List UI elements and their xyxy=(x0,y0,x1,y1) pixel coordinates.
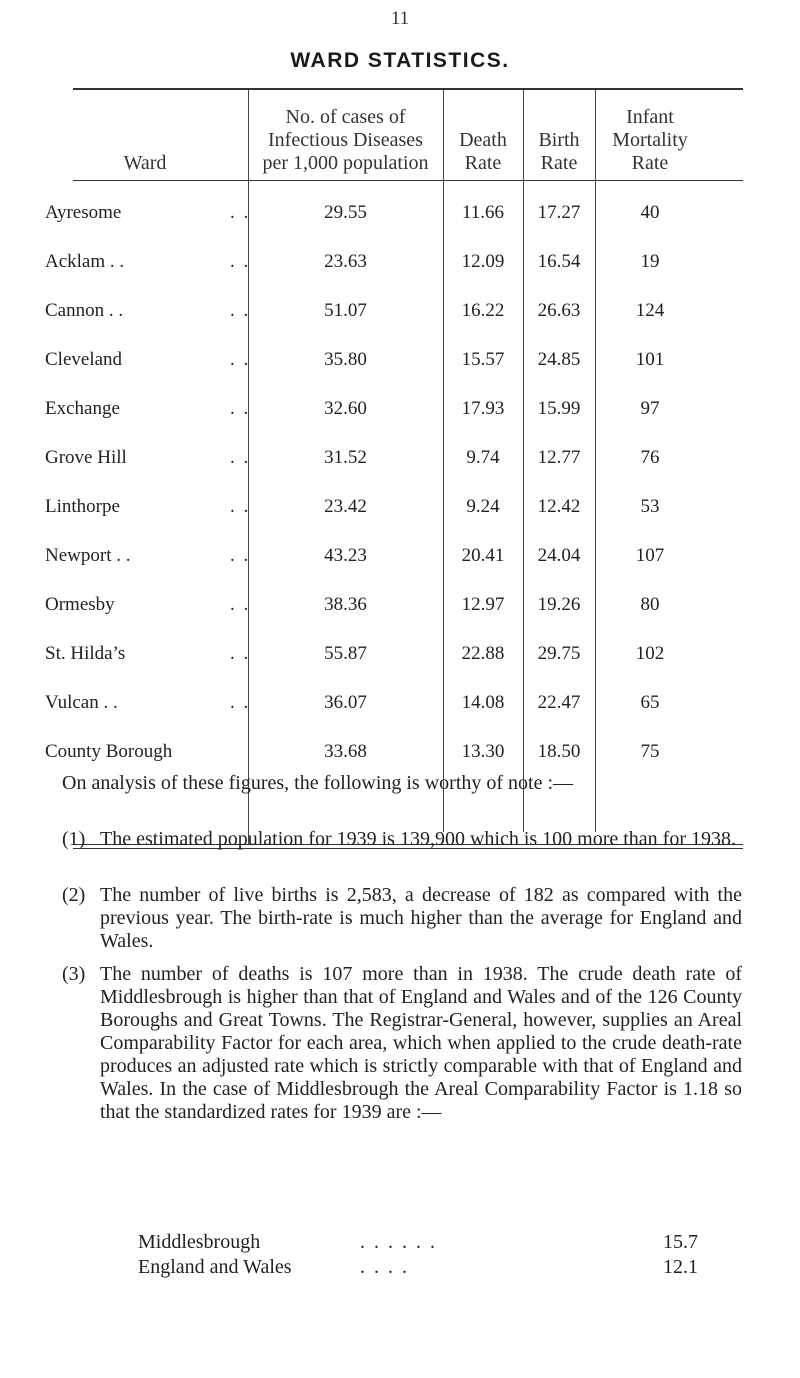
death-rate-cell: 14.08 xyxy=(461,692,505,713)
infant-mortality-cell: 19 xyxy=(640,251,660,272)
leader-dots: . . xyxy=(230,251,251,272)
death-rate-cell: 9.74 xyxy=(466,447,500,468)
birth-rate-cell: 17.27 xyxy=(537,202,581,223)
infant-mortality-cell: 97 xyxy=(640,398,660,419)
death-rate-cell: 12.09 xyxy=(461,251,505,272)
table-row xyxy=(45,300,745,340)
infant-mortality-cell: 53 xyxy=(640,496,660,517)
birth-rate-cell: 22.47 xyxy=(537,692,581,713)
infectious-rate-cell: 23.63 xyxy=(324,251,367,272)
ward-name: Ayresome xyxy=(45,202,122,223)
header-death-rate: Death Rate xyxy=(459,129,507,174)
table-header-rule xyxy=(73,180,743,181)
ward-name: Ormesby xyxy=(45,594,115,615)
header-infant-mortality-rate: Infant Mortality Rate xyxy=(612,106,688,174)
header-ward: Ward xyxy=(123,152,167,174)
ward-name: County Borough xyxy=(45,741,173,762)
birth-rate-cell: 18.50 xyxy=(537,741,581,762)
rate-dots: . . . . xyxy=(360,1256,409,1278)
birth-rate-cell: 24.85 xyxy=(537,349,581,370)
table-row xyxy=(45,692,745,732)
table-row xyxy=(45,202,745,242)
ward-name: Grove Hill xyxy=(45,447,127,468)
infant-mortality-cell: 107 xyxy=(635,545,665,566)
ward-name: Vulcan . . xyxy=(45,692,118,713)
death-rate-cell: 15.57 xyxy=(461,349,505,370)
leader-dots: . . xyxy=(230,447,251,468)
birth-rate-cell: 19.26 xyxy=(537,594,581,615)
infant-mortality-cell: 40 xyxy=(640,202,660,223)
table-row xyxy=(45,496,745,536)
death-rate-cell: 9.24 xyxy=(466,496,500,517)
death-rate-cell: 12.97 xyxy=(461,594,505,615)
page-title: WARD STATISTICS. xyxy=(290,49,510,72)
table-row xyxy=(45,594,745,634)
note-text: The number of deaths is 107 more than in 1938. The crude death rate of Middlesbrough is higher than that of England and Wales and of the 126 County Boroughs and Great Towns. The Registrar-General, however, supplies an Areal Comparability Factor for each area, which when applied to the crude death-rate produces an adjusted rate which is strictly comparable with that of England and Wales. In the case of Middlesbrough the Areal Comparability Factor is 1.18 so that the standardized rates for 1939 are :— xyxy=(100,963,742,1123)
birth-rate-cell: 16.54 xyxy=(537,251,581,272)
death-rate-cell: 13.30 xyxy=(461,741,505,762)
header-infectious-diseases: No. of cases of Infectious Diseases per 1,000 population xyxy=(262,106,429,174)
infant-mortality-cell: 124 xyxy=(635,300,665,321)
death-rate-cell: 11.66 xyxy=(461,202,505,223)
ward-name: Exchange xyxy=(45,398,120,419)
infectious-rate-cell: 31.52 xyxy=(324,447,367,468)
infant-mortality-cell: 76 xyxy=(640,447,660,468)
infectious-rate-cell: 51.07 xyxy=(324,300,367,321)
birth-rate-cell: 15.99 xyxy=(537,398,581,419)
rate-label: England and Wales xyxy=(138,1256,292,1278)
ward-name: Linthorpe xyxy=(45,496,120,517)
infant-mortality-cell: 75 xyxy=(640,741,660,762)
rate-value: 15.7 xyxy=(663,1231,698,1253)
infant-mortality-cell: 101 xyxy=(635,349,665,370)
note-number: (1) xyxy=(62,828,86,850)
birth-rate-cell: 12.42 xyxy=(537,496,581,517)
page-number: 11 xyxy=(390,8,410,29)
infant-mortality-cell: 80 xyxy=(640,594,660,615)
leader-dots: . . xyxy=(230,692,251,713)
infant-mortality-cell: 65 xyxy=(640,692,660,713)
ward-name: Newport . . xyxy=(45,545,131,566)
rate-dots: . . . . . . xyxy=(360,1231,437,1253)
ward-name: St. Hilda’s xyxy=(45,643,126,664)
rate-value: 12.1 xyxy=(663,1256,698,1278)
note-number: (2) xyxy=(62,884,86,906)
table-top-rule xyxy=(73,88,743,90)
table-row xyxy=(45,251,745,291)
table-row xyxy=(45,349,745,389)
rate-label: Middlesbrough xyxy=(138,1231,261,1253)
ward-name: Acklam . . xyxy=(45,251,125,272)
leader-dots: . . xyxy=(230,496,251,517)
infectious-rate-cell: 35.80 xyxy=(324,349,367,370)
birth-rate-cell: 12.77 xyxy=(537,447,581,468)
leader-dots: . . xyxy=(230,349,251,370)
notes-intro: On analysis of these figures, the following is worthy of note :— xyxy=(62,772,574,794)
ward-name: Cannon . . xyxy=(45,300,124,321)
infectious-rate-cell: 29.55 xyxy=(324,202,367,223)
leader-dots: . . xyxy=(230,643,251,664)
birth-rate-cell: 26.63 xyxy=(537,300,581,321)
infectious-rate-cell: 32.60 xyxy=(324,398,367,419)
birth-rate-cell: 29.75 xyxy=(537,643,581,664)
leader-dots: . . xyxy=(230,300,251,321)
leader-dots: . . xyxy=(230,202,251,223)
note-number: (3) xyxy=(62,963,86,985)
table-row xyxy=(45,643,745,683)
table-row xyxy=(45,447,745,487)
ward-name: Cleveland xyxy=(45,349,123,370)
infectious-rate-cell: 38.36 xyxy=(324,594,367,615)
infectious-rate-cell: 33.68 xyxy=(324,741,367,762)
infectious-rate-cell: 36.07 xyxy=(324,692,367,713)
table-row xyxy=(45,398,745,438)
infectious-rate-cell: 43.23 xyxy=(324,545,367,566)
death-rate-cell: 17.93 xyxy=(461,398,505,419)
death-rate-cell: 22.88 xyxy=(461,643,505,664)
leader-dots: . . xyxy=(230,398,251,419)
death-rate-cell: 16.22 xyxy=(461,300,505,321)
note-text: The number of live births is 2,583, a decrease of 182 as compared with the previous year. The birth-rate is much higher than the average for England and Wales. xyxy=(100,884,742,952)
infectious-rate-cell: 55.87 xyxy=(324,643,367,664)
header-birth-rate: Birth Rate xyxy=(538,129,580,174)
death-rate-cell: 20.41 xyxy=(461,545,505,566)
leader-dots: . . xyxy=(230,545,251,566)
table-row xyxy=(45,545,745,585)
infectious-rate-cell: 23.42 xyxy=(324,496,367,517)
infant-mortality-cell: 102 xyxy=(635,643,665,664)
birth-rate-cell: 24.04 xyxy=(537,545,581,566)
leader-dots: . . xyxy=(230,594,251,615)
note-text: The estimated population for 1939 is 139,900 which is 100 more than for 1938. xyxy=(100,828,737,850)
